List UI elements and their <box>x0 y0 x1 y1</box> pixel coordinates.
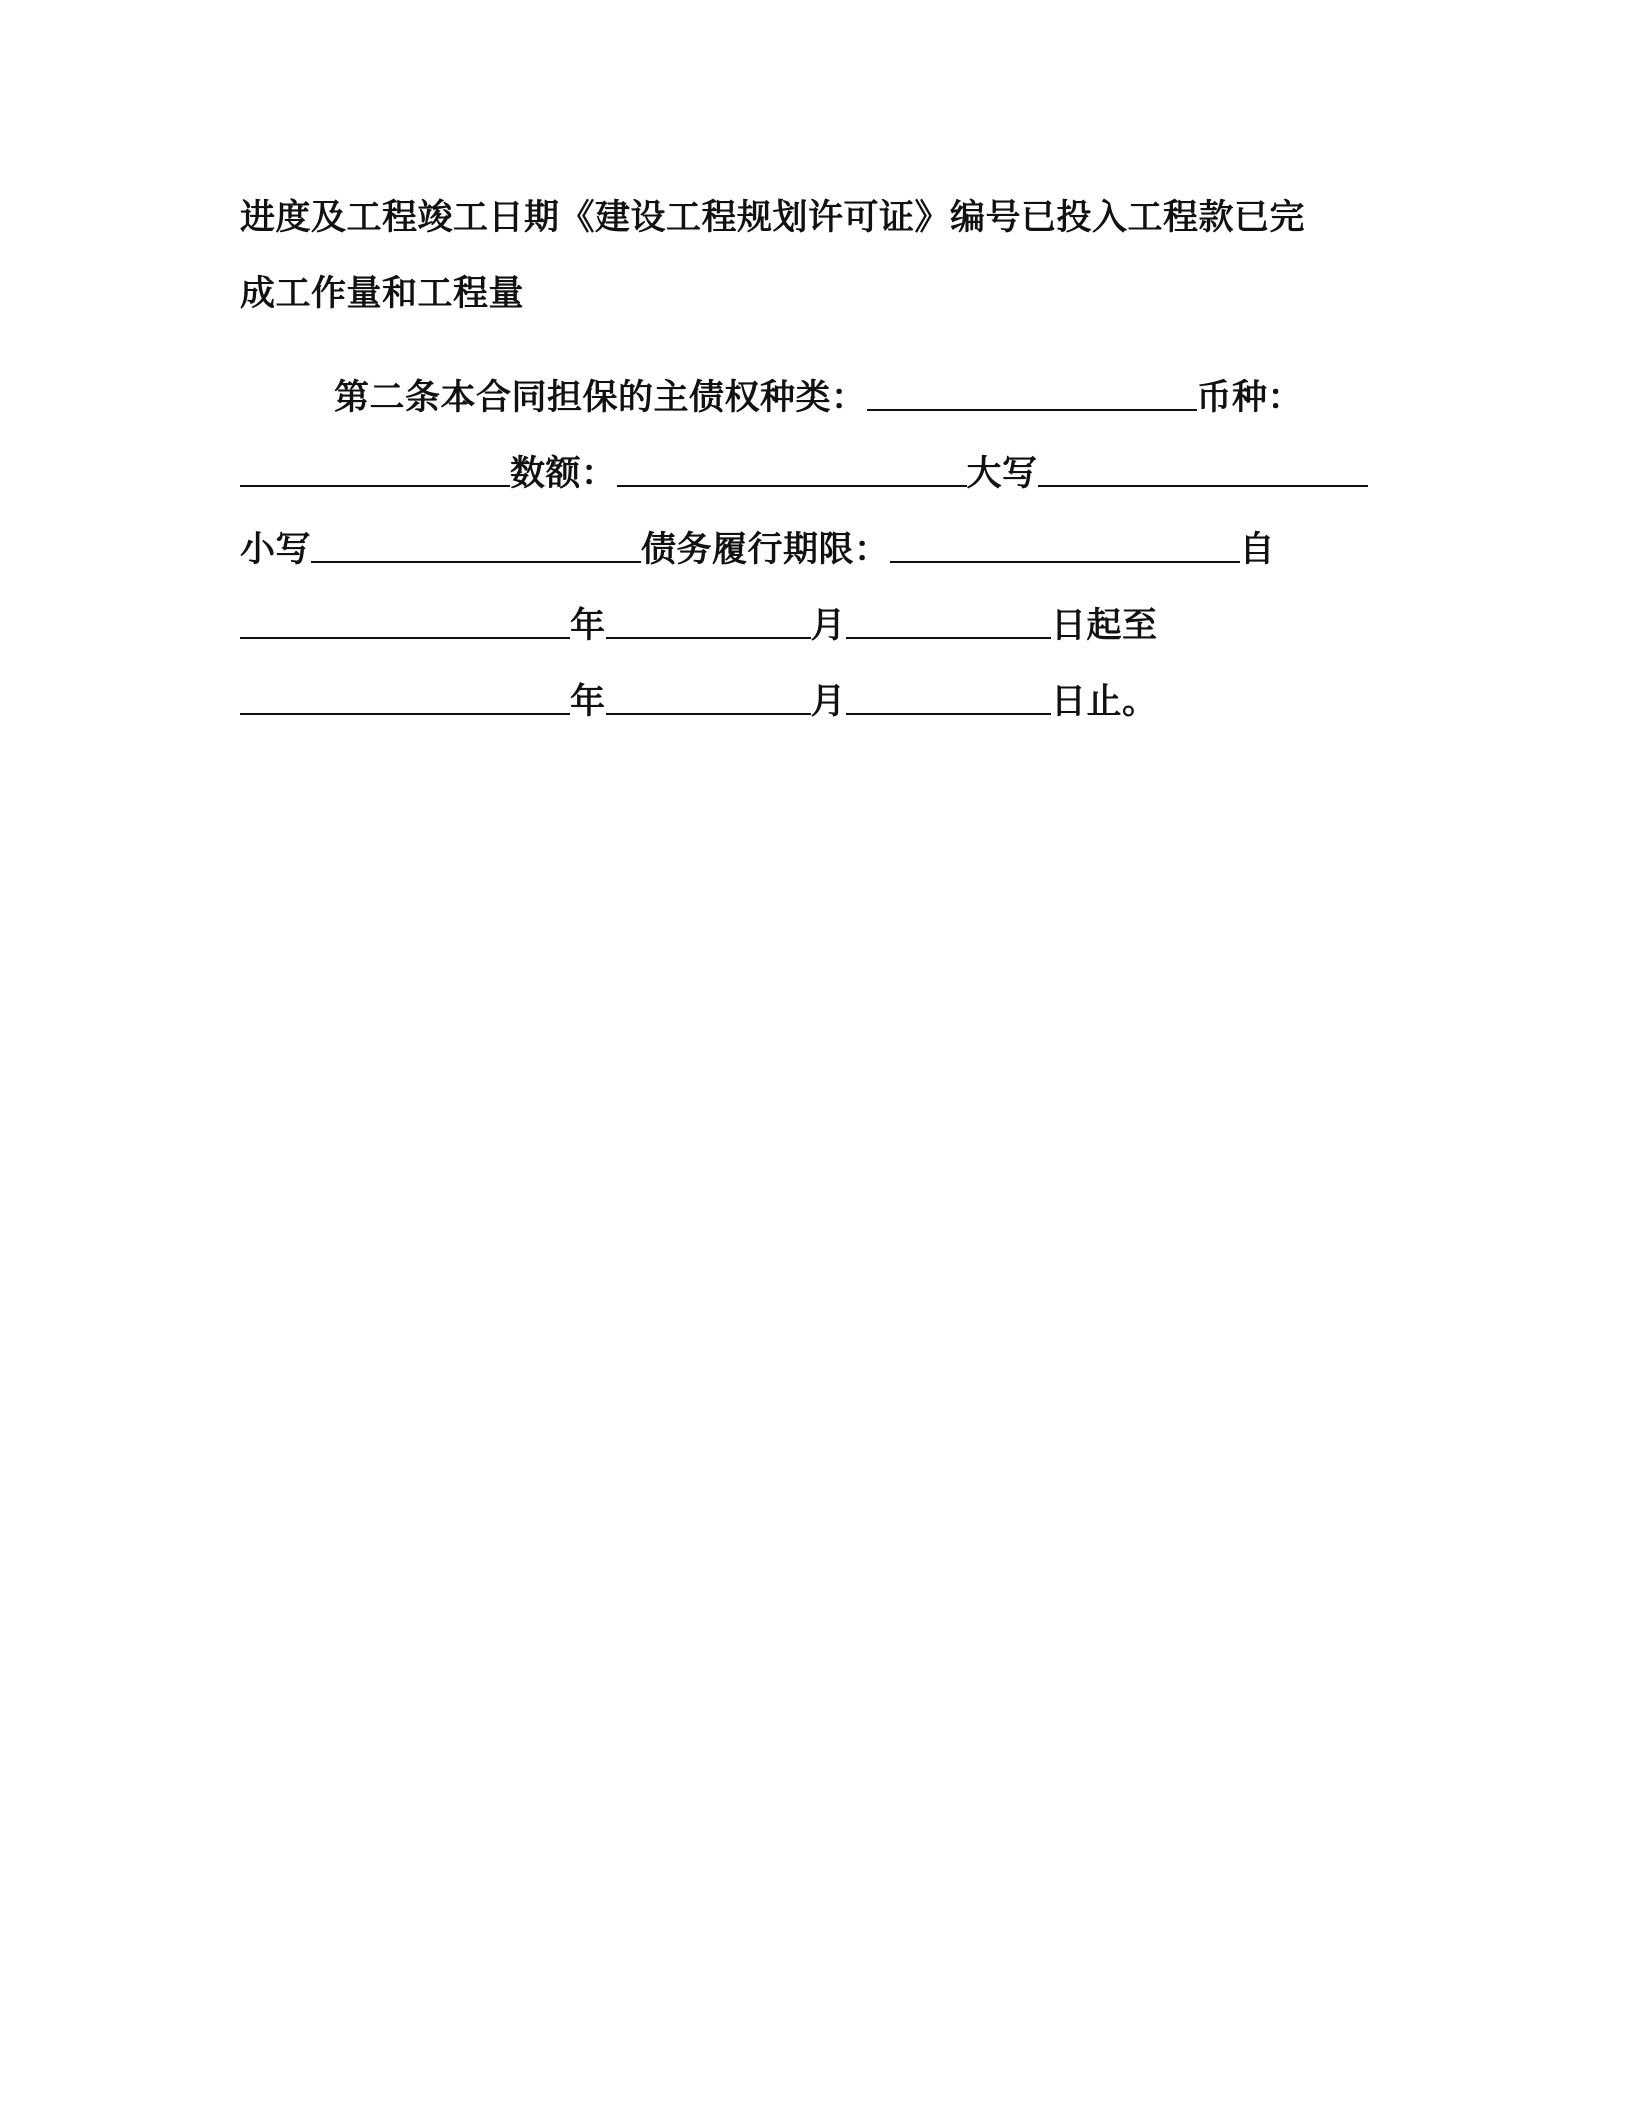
blank-debt-type <box>867 365 1197 411</box>
text-line <box>240 360 1420 436</box>
text-line: 成工作量和工程量 <box>240 274 525 314</box>
label-term: 债务履行期限： <box>641 530 890 570</box>
text-line <box>240 512 1420 588</box>
label-day-until: 日止。 <box>1051 682 1158 722</box>
paragraph-article-2 <box>240 360 1420 740</box>
label-amount: 数额： <box>510 454 617 494</box>
text-line <box>240 436 1420 512</box>
label-year: 年 <box>570 682 606 722</box>
text-line <box>240 588 1420 664</box>
label-from: 自 <box>1239 530 1276 570</box>
blank-amount-lowercase <box>311 517 641 563</box>
label-year: 年 <box>570 606 606 646</box>
label-month: 月 <box>810 682 847 722</box>
blank-currency <box>240 441 510 487</box>
label-amount-uppercase: 大写 <box>966 454 1038 494</box>
paragraph-project-info <box>240 180 1420 332</box>
label-day-from: 日起至 <box>1051 606 1158 646</box>
blank-start-month <box>606 593 811 639</box>
blank-end-month <box>606 669 811 715</box>
blank-start-year <box>240 593 570 639</box>
text-line: 进度及工程竣工日期《建设工程规划许可证》编号已投入工程款已完 <box>240 198 1306 238</box>
label-debt-type: 第二条本合同担保的主债权种类： <box>334 378 867 418</box>
label-month: 月 <box>810 606 847 646</box>
label-amount-lowercase: 小写 <box>240 530 312 570</box>
blank-end-day <box>846 669 1051 715</box>
blank-term <box>890 517 1240 563</box>
blank-amount-uppercase <box>1038 441 1368 487</box>
label-currency: 币种： <box>1196 378 1304 418</box>
blank-start-day <box>846 593 1051 639</box>
blank-end-year <box>240 669 570 715</box>
text-line <box>240 664 1420 740</box>
blank-amount <box>617 441 967 487</box>
